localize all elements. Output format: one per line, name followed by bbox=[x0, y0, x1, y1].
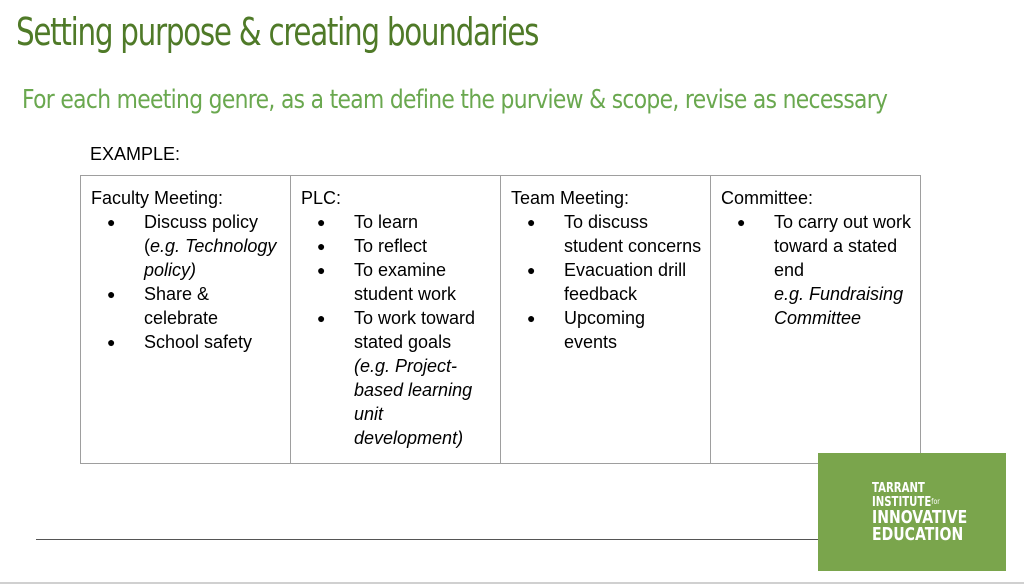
faculty-meeting-cell bbox=[81, 176, 291, 464]
plc-list bbox=[301, 210, 492, 450]
team-meeting-list bbox=[511, 210, 702, 354]
column-header: Committee: bbox=[721, 188, 814, 208]
list-item-text: To learn bbox=[354, 212, 419, 232]
committee-cell bbox=[711, 176, 921, 464]
slide-subtitle: For each meeting genre, as a team define the purview & scope, revise as necessary bbox=[22, 85, 888, 115]
list-item-note-prefix: ( bbox=[144, 236, 150, 256]
column-header: PLC: bbox=[301, 188, 342, 208]
meeting-genre-table bbox=[80, 175, 921, 464]
table-row bbox=[81, 176, 921, 464]
slide-title: Setting purpose & creating boundaries bbox=[16, 10, 539, 54]
list-item bbox=[511, 210, 702, 258]
logo-line-1: TARRANT bbox=[872, 481, 925, 496]
example-label: EXAMPLE: bbox=[90, 144, 181, 164]
list-item-note: (e.g. Project-based learning unit development) bbox=[354, 356, 473, 448]
bullet-icon: ● bbox=[107, 334, 116, 350]
list-item-text: Upcoming events bbox=[564, 308, 646, 352]
logo-line-2: INSTITUTE bbox=[872, 495, 932, 510]
list-item-text: To examine student work bbox=[354, 260, 457, 304]
list-item-text: To reflect bbox=[354, 236, 428, 256]
list-item-text: To discuss student concerns bbox=[564, 212, 702, 256]
list-item-text: To work toward stated goals bbox=[354, 308, 476, 352]
list-item-text: Evacuation drill feedback bbox=[564, 260, 687, 304]
list-item bbox=[301, 306, 492, 450]
tarrant-institute-logo bbox=[818, 453, 1006, 571]
list-item-note: e.g. Fundraising Committee bbox=[774, 284, 904, 328]
divider-line bbox=[36, 539, 836, 540]
list-item-note: e.g. Technology policy) bbox=[144, 236, 277, 280]
logo-line-4: EDUCATION bbox=[872, 524, 964, 545]
logo-line-2-small: for bbox=[931, 497, 940, 506]
bullet-icon: ● bbox=[527, 310, 536, 326]
logo-line-3: INNOVATIVE bbox=[872, 507, 968, 528]
list-item bbox=[91, 282, 282, 330]
list-item-text: School safety bbox=[144, 332, 253, 352]
bullet-icon: ● bbox=[527, 214, 536, 230]
bullet-icon: ● bbox=[317, 238, 326, 254]
list-item bbox=[91, 210, 282, 282]
list-item-text: Discuss policy bbox=[144, 212, 259, 232]
committee-list bbox=[721, 210, 912, 330]
list-item bbox=[301, 210, 492, 234]
list-item bbox=[91, 330, 282, 354]
bullet-icon: ● bbox=[527, 262, 536, 278]
bullet-icon: ● bbox=[317, 214, 326, 230]
list-item bbox=[511, 306, 702, 354]
list-item bbox=[301, 258, 492, 306]
column-header: Team Meeting: bbox=[511, 188, 630, 208]
bullet-icon: ● bbox=[107, 286, 116, 302]
bullet-icon: ● bbox=[107, 214, 116, 230]
list-item-text: Share & celebrate bbox=[144, 284, 219, 328]
bullet-icon: ● bbox=[317, 310, 326, 326]
team-meeting-cell bbox=[501, 176, 711, 464]
logo-wordmark bbox=[872, 481, 967, 543]
column-header: Faculty Meeting: bbox=[91, 188, 224, 208]
list-item bbox=[511, 258, 702, 306]
plc-cell bbox=[291, 176, 501, 464]
bullet-icon: ● bbox=[737, 214, 746, 230]
list-item bbox=[301, 234, 492, 258]
list-item bbox=[721, 210, 912, 330]
bullet-icon: ● bbox=[317, 262, 326, 278]
faculty-meeting-list bbox=[91, 210, 282, 354]
list-item-text: To carry out work toward a stated end bbox=[774, 212, 912, 280]
